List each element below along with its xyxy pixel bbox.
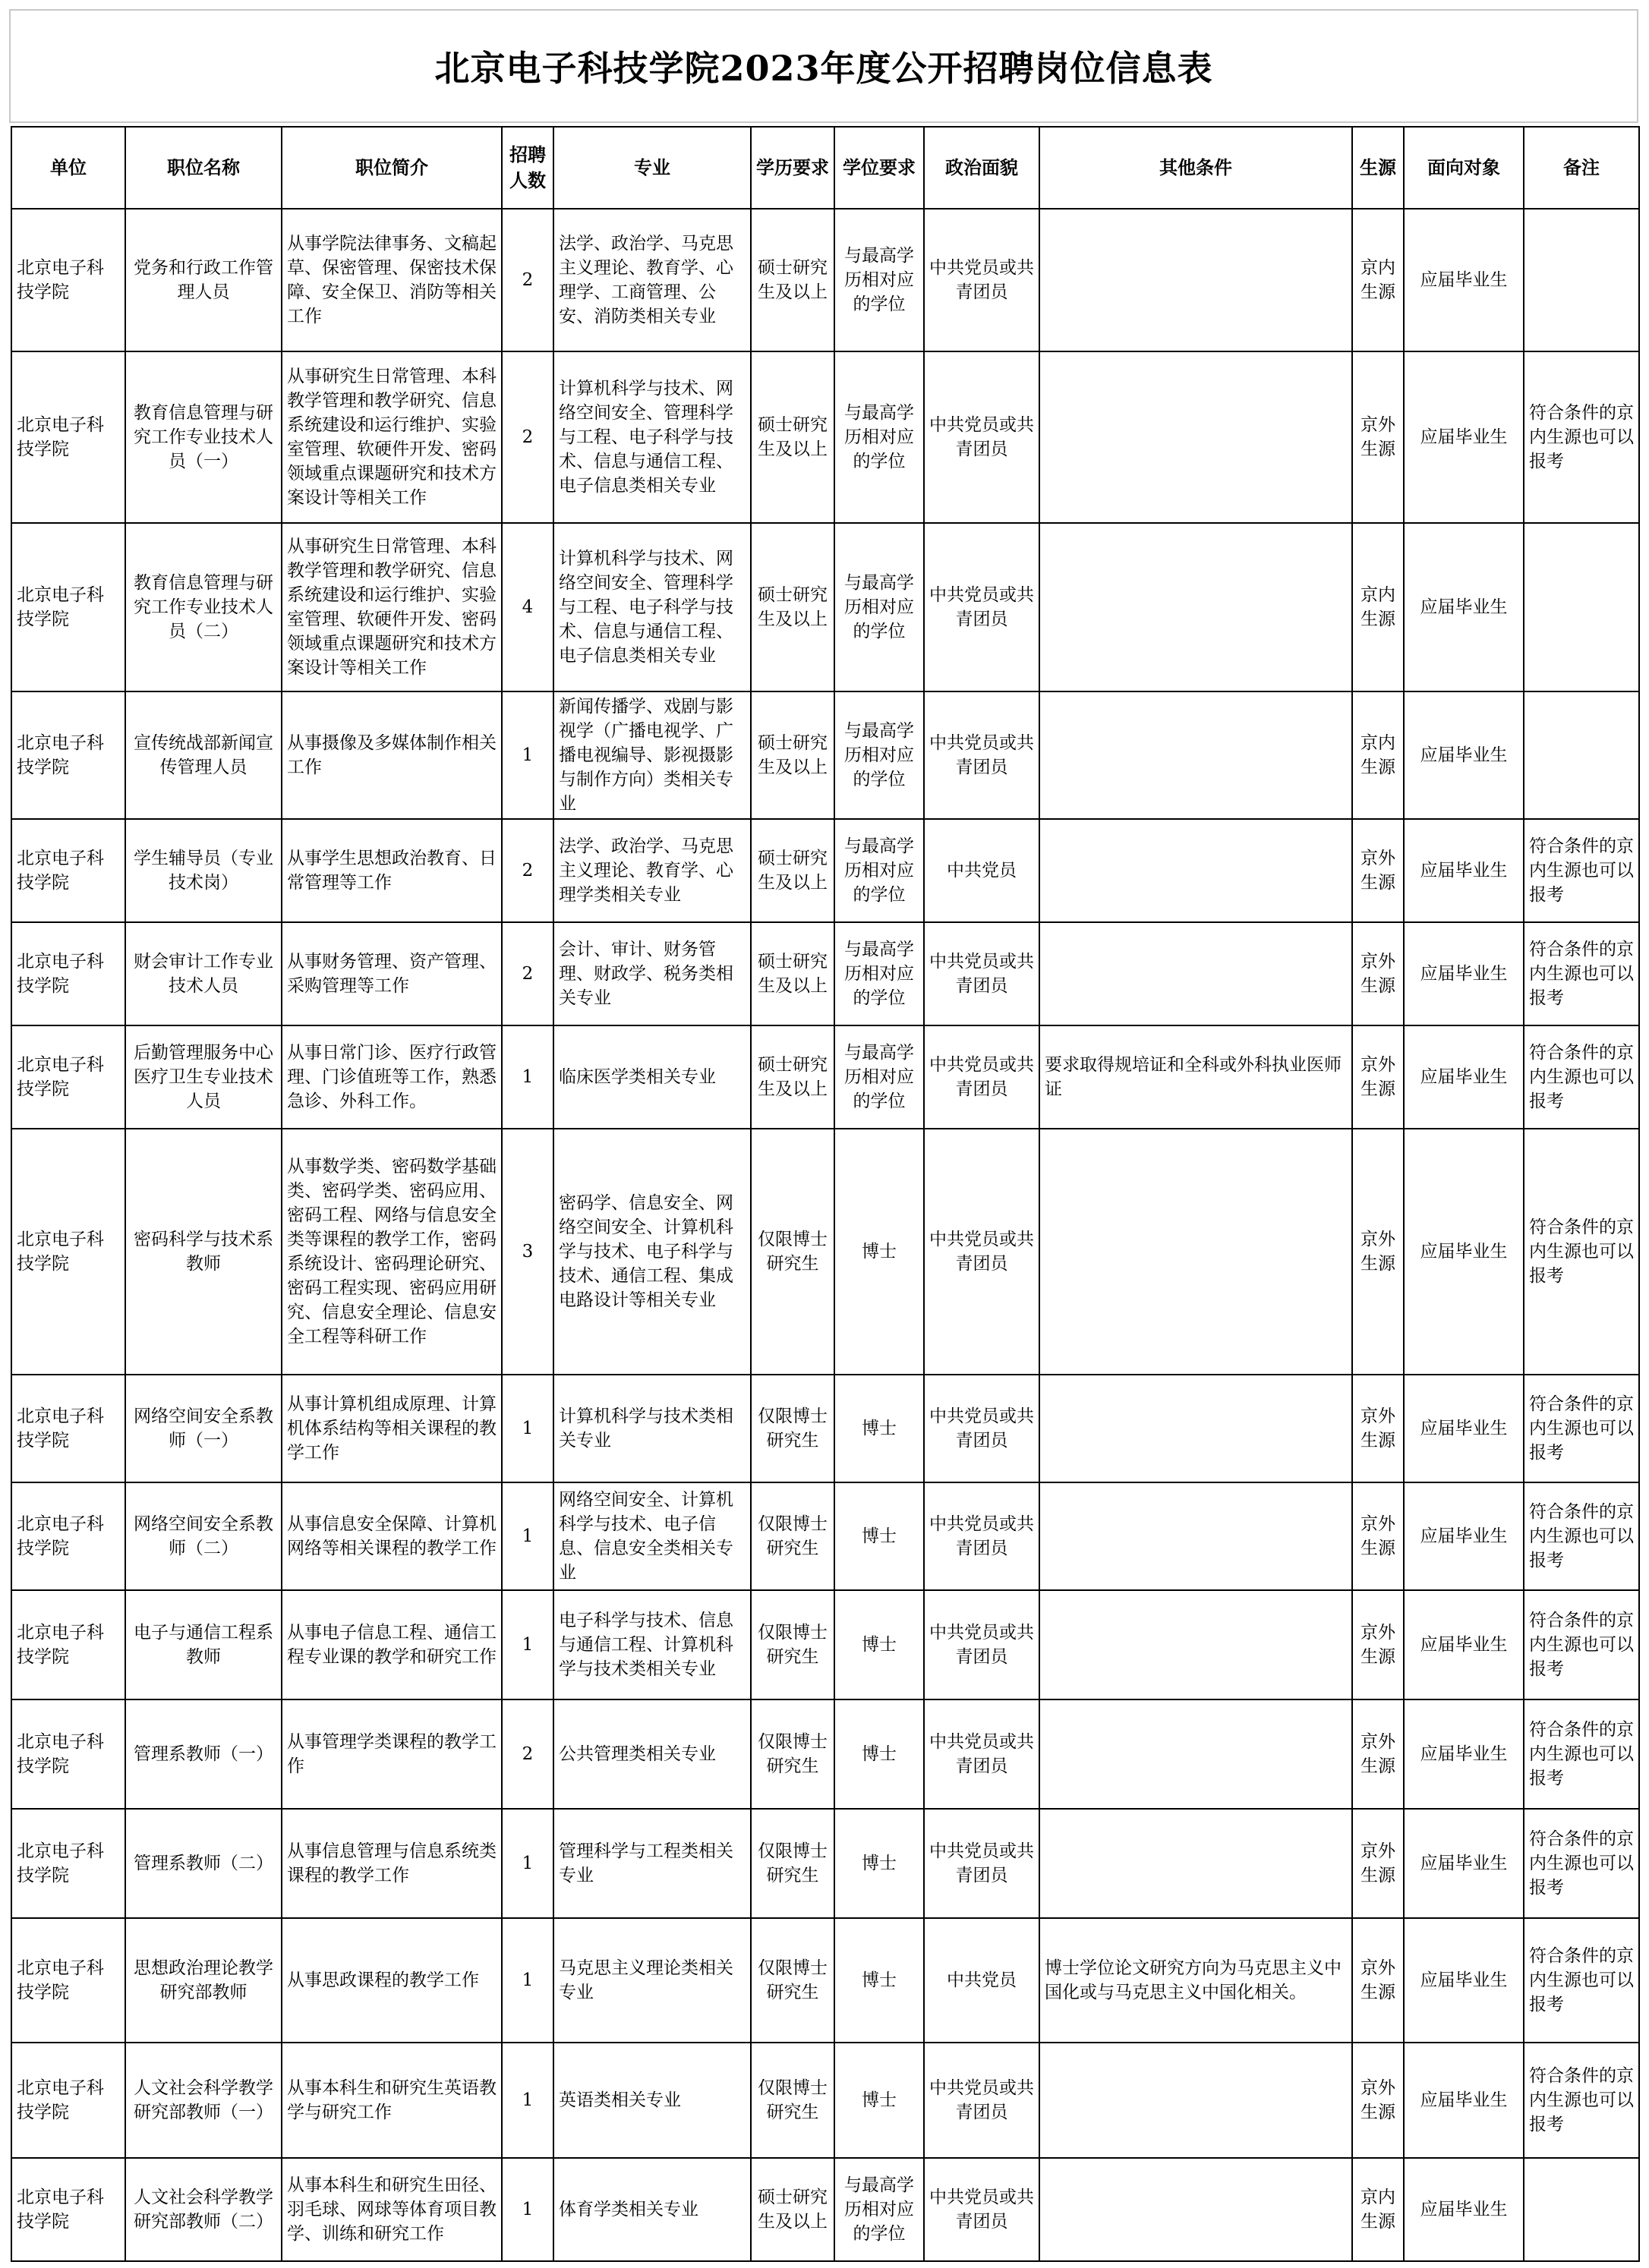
note-cell: 符合条件的京内生源也可以报考 [1524,1482,1639,1590]
table-row [11,1809,1639,1918]
major-cell: 会计、审计、财务管理、财政学、税务类相关专业 [553,922,751,1025]
position-cell: 思想政治理论教学研究部教师 [125,1918,282,2043]
table-row [11,1918,1639,2043]
degree-cell: 与最高学历相对应的学位 [834,691,924,819]
description-cell: 从事信息管理与信息系统类课程的教学工作 [282,1809,502,1918]
description-cell: 从事计算机组成原理、计算机体系结构等相关课程的教学工作 [282,1375,502,1482]
politics-cell: 中共党员或共青团员 [924,351,1039,523]
header-cell: 招聘人数 [502,127,553,209]
note-cell: 符合条件的京内生源也可以报考 [1524,1375,1639,1482]
major-cell: 英语类相关专业 [553,2043,751,2158]
position-cell: 电子与通信工程系教师 [125,1590,282,1699]
target-cell: 应届毕业生 [1404,922,1524,1025]
source-cell: 京内生源 [1352,209,1404,351]
major-cell: 密码学、信息安全、网络空间安全、计算机科学与技术、电子科学与技术、通信工程、集成电路设计等相关专业 [553,1129,751,1375]
header-cell: 政治面貌 [924,127,1039,209]
description-cell: 从事研究生日常管理、本科教学管理和教学研究、信息系统建设和运行维护、实验室管理、软硬件开发、密码领域重点课题研究和技术方案设计等相关工作 [282,523,502,691]
other-conditions-cell [1039,209,1352,351]
unit-cell: 北京电子科技学院 [11,523,125,691]
count-cell: 1 [502,1025,553,1129]
major-cell: 新闻传播学、戏剧与影视学（广播电视学、广播电视编导、影视摄影与制作方向）类相关专业 [553,691,751,819]
target-cell: 应届毕业生 [1404,2158,1524,2261]
source-cell: 京外生源 [1352,2043,1404,2158]
description-cell: 从事财务管理、资产管理、采购管理等工作 [282,922,502,1025]
source-cell: 京外生源 [1352,1129,1404,1375]
degree-cell: 博士 [834,1482,924,1590]
politics-cell: 中共党员或共青团员 [924,691,1039,819]
description-cell: 从事学生思想政治教育、日常管理等工作 [282,819,502,922]
description-cell: 从事数学类、密码数学基础类、密码学类、密码应用、密码工程、网络与信息安全类等课程的教学工作，密码系统设计、密码理论研究、密码工程实现、密码应用研究、信息安全理论、信息安全工程等科研工作 [282,1129,502,1375]
other-conditions-cell [1039,1809,1352,1918]
target-cell: 应届毕业生 [1404,819,1524,922]
other-conditions-cell [1039,1482,1352,1590]
unit-cell: 北京电子科技学院 [11,1025,125,1129]
other-conditions-cell [1039,1590,1352,1699]
unit-cell: 北京电子科技学院 [11,1809,125,1918]
education-cell: 仅限博士研究生 [751,1482,834,1590]
position-cell: 网络空间安全系教师（二） [125,1482,282,1590]
note-cell: 符合条件的京内生源也可以报考 [1524,1590,1639,1699]
politics-cell: 中共党员或共青团员 [924,1590,1039,1699]
note-cell [1524,691,1639,819]
politics-cell: 中共党员或共青团员 [924,1375,1039,1482]
header-cell: 学历要求 [751,127,834,209]
description-cell: 从事日常门诊、医疗行政管理、门诊值班等工作，熟悉急诊、外科工作。 [282,1025,502,1129]
education-cell: 硕士研究生及以上 [751,209,834,351]
target-cell: 应届毕业生 [1404,1375,1524,1482]
education-cell: 硕士研究生及以上 [751,351,834,523]
position-cell: 宣传统战部新闻宣传管理人员 [125,691,282,819]
degree-cell: 与最高学历相对应的学位 [834,922,924,1025]
target-cell: 应届毕业生 [1404,691,1524,819]
table-row [11,1482,1639,1590]
education-cell: 硕士研究生及以上 [751,819,834,922]
note-cell: 符合条件的京内生源也可以报考 [1524,1699,1639,1809]
other-conditions-cell [1039,922,1352,1025]
unit-cell: 北京电子科技学院 [11,922,125,1025]
position-cell: 密码科学与技术系教师 [125,1129,282,1375]
other-conditions-cell: 博士学位论文研究方向为马克思主义中国化或与马克思主义中国化相关。 [1039,1918,1352,2043]
note-cell: 符合条件的京内生源也可以报考 [1524,819,1639,922]
major-cell: 公共管理类相关专业 [553,1699,751,1809]
education-cell: 硕士研究生及以上 [751,523,834,691]
position-cell: 党务和行政工作管理人员 [125,209,282,351]
other-conditions-cell [1039,2158,1352,2261]
position-cell: 教育信息管理与研究工作专业技术人员（一） [125,351,282,523]
header-cell: 单位 [11,127,125,209]
major-cell: 法学、政治学、马克思主义理论、教育学、心理学类相关专业 [553,819,751,922]
other-conditions-cell [1039,691,1352,819]
count-cell: 2 [502,209,553,351]
unit-cell: 北京电子科技学院 [11,1699,125,1809]
politics-cell: 中共党员或共青团员 [924,922,1039,1025]
recruitment-table [11,126,1640,2262]
table-row [11,1590,1639,1699]
table-row [11,1025,1639,1129]
education-cell: 仅限博士研究生 [751,2043,834,2158]
target-cell: 应届毕业生 [1404,1590,1524,1699]
description-cell: 从事研究生日常管理、本科教学管理和教学研究、信息系统建设和运行维护、实验室管理、软硬件开发、密码领域重点课题研究和技术方案设计等相关工作 [282,351,502,523]
other-conditions-cell [1039,819,1352,922]
unit-cell: 北京电子科技学院 [11,1482,125,1590]
politics-cell: 中共党员或共青团员 [924,1482,1039,1590]
source-cell: 京外生源 [1352,1809,1404,1918]
source-cell: 京外生源 [1352,1025,1404,1129]
table-row [11,351,1639,523]
count-cell: 1 [502,1482,553,1590]
other-conditions-cell [1039,2043,1352,2158]
count-cell: 1 [502,2158,553,2261]
count-cell: 1 [502,2043,553,2158]
degree-cell: 博士 [834,1590,924,1699]
note-cell [1524,523,1639,691]
note-cell: 符合条件的京内生源也可以报考 [1524,2043,1639,2158]
unit-cell: 北京电子科技学院 [11,351,125,523]
politics-cell: 中共党员或共青团员 [924,523,1039,691]
major-cell: 电子科学与技术、信息与通信工程、计算机科学与技术类相关专业 [553,1590,751,1699]
count-cell: 2 [502,819,553,922]
table-row [11,1375,1639,1482]
unit-cell: 北京电子科技学院 [11,691,125,819]
table-row [11,2043,1639,2158]
count-cell: 1 [502,1918,553,2043]
unit-cell: 北京电子科技学院 [11,2158,125,2261]
politics-cell: 中共党员或共青团员 [924,1129,1039,1375]
page-title: 北京电子科技学院2023年度公开招聘岗位信息表 [434,48,1213,89]
count-cell: 1 [502,1590,553,1699]
target-cell: 应届毕业生 [1404,351,1524,523]
description-cell: 从事管理学类课程的教学工作 [282,1699,502,1809]
count-cell: 2 [502,922,553,1025]
politics-cell: 中共党员 [924,819,1039,922]
source-cell: 京外生源 [1352,351,1404,523]
education-cell: 仅限博士研究生 [751,1918,834,2043]
count-cell: 2 [502,1699,553,1809]
table-body [11,209,1639,2261]
target-cell: 应届毕业生 [1404,1699,1524,1809]
degree-cell: 博士 [834,1699,924,1809]
position-cell: 人文社会科学教学研究部教师（一） [125,2043,282,2158]
position-cell: 学生辅导员（专业技术岗） [125,819,282,922]
major-cell: 计算机科学与技术、网络空间安全、管理科学与工程、电子科学与技术、信息与通信工程、电子信息类相关专业 [553,523,751,691]
position-cell: 后勤管理服务中心医疗卫生专业技术人员 [125,1025,282,1129]
major-cell: 临床医学类相关专业 [553,1025,751,1129]
description-cell: 从事电子信息工程、通信工程专业课的教学和研究工作 [282,1590,502,1699]
note-cell: 符合条件的京内生源也可以报考 [1524,1918,1639,2043]
other-conditions-cell [1039,523,1352,691]
other-conditions-cell [1039,1699,1352,1809]
position-cell: 人文社会科学教学研究部教师（二） [125,2158,282,2261]
source-cell: 京外生源 [1352,1590,1404,1699]
table-row [11,1699,1639,1809]
education-cell: 仅限博士研究生 [751,1809,834,1918]
education-cell: 硕士研究生及以上 [751,1025,834,1129]
count-cell: 1 [502,691,553,819]
source-cell: 京外生源 [1352,1918,1404,2043]
major-cell: 法学、政治学、马克思主义理论、教育学、心理学、工商管理、公安、消防类相关专业 [553,209,751,351]
unit-cell: 北京电子科技学院 [11,209,125,351]
politics-cell: 中共党员或共青团员 [924,1025,1039,1129]
degree-cell: 博士 [834,1918,924,2043]
position-cell: 管理系教师（二） [125,1809,282,1918]
count-cell: 1 [502,1375,553,1482]
degree-cell: 博士 [834,1129,924,1375]
table-row [11,523,1639,691]
description-cell: 从事学院法律事务、文稿起草、保密管理、保密技术保障、安全保卫、消防等相关工作 [282,209,502,351]
note-cell: 符合条件的京内生源也可以报考 [1524,351,1639,523]
other-conditions-cell [1039,1375,1352,1482]
description-cell: 从事本科生和研究生田径、羽毛球、网球等体育项目教学、训练和研究工作 [282,2158,502,2261]
count-cell: 4 [502,523,553,691]
header-cell: 职位简介 [282,127,502,209]
other-conditions-cell [1039,351,1352,523]
header-cell: 生源 [1352,127,1404,209]
position-cell: 教育信息管理与研究工作专业技术人员（二） [125,523,282,691]
header-cell: 职位名称 [125,127,282,209]
source-cell: 京外生源 [1352,922,1404,1025]
unit-cell: 北京电子科技学院 [11,1129,125,1375]
politics-cell: 中共党员或共青团员 [924,1809,1039,1918]
source-cell: 京外生源 [1352,1375,1404,1482]
education-cell: 硕士研究生及以上 [751,922,834,1025]
other-conditions-cell [1039,1129,1352,1375]
target-cell: 应届毕业生 [1404,1025,1524,1129]
degree-cell: 与最高学历相对应的学位 [834,2158,924,2261]
note-cell [1524,2158,1639,2261]
education-cell: 仅限博士研究生 [751,1590,834,1699]
major-cell: 网络空间安全、计算机科学与技术、电子信息、信息安全类相关专业 [553,1482,751,1590]
position-cell: 财会审计工作专业技术人员 [125,922,282,1025]
position-cell: 管理系教师（一） [125,1699,282,1809]
unit-cell: 北京电子科技学院 [11,1590,125,1699]
source-cell: 京外生源 [1352,1699,1404,1809]
source-cell: 京外生源 [1352,819,1404,922]
target-cell: 应届毕业生 [1404,523,1524,691]
degree-cell: 博士 [834,2043,924,2158]
politics-cell: 中共党员或共青团员 [924,209,1039,351]
unit-cell: 北京电子科技学院 [11,1375,125,1482]
target-cell: 应届毕业生 [1404,209,1524,351]
unit-cell: 北京电子科技学院 [11,1918,125,2043]
header-row [11,127,1639,209]
target-cell: 应届毕业生 [1404,2043,1524,2158]
source-cell: 京内生源 [1352,523,1404,691]
education-cell: 硕士研究生及以上 [751,2158,834,2261]
major-cell: 计算机科学与技术、网络空间安全、管理科学与工程、电子科学与技术、信息与通信工程、电子信息类相关专业 [553,351,751,523]
table-row [11,691,1639,819]
note-cell [1524,209,1639,351]
position-cell: 网络空间安全系教师（一） [125,1375,282,1482]
degree-cell: 与最高学历相对应的学位 [834,351,924,523]
source-cell: 京内生源 [1352,2158,1404,2261]
education-cell: 仅限博士研究生 [751,1129,834,1375]
description-cell: 从事摄像及多媒体制作相关工作 [282,691,502,819]
header-cell: 其他条件 [1039,127,1352,209]
header-cell: 面向对象 [1404,127,1524,209]
target-cell: 应届毕业生 [1404,1809,1524,1918]
degree-cell: 博士 [834,1375,924,1482]
target-cell: 应届毕业生 [1404,1918,1524,2043]
unit-cell: 北京电子科技学院 [11,819,125,922]
table-row [11,1129,1639,1375]
degree-cell: 与最高学历相对应的学位 [834,209,924,351]
education-cell: 仅限博士研究生 [751,1375,834,1482]
note-cell: 符合条件的京内生源也可以报考 [1524,922,1639,1025]
degree-cell: 博士 [834,1809,924,1918]
count-cell: 1 [502,1809,553,1918]
count-cell: 3 [502,1129,553,1375]
major-cell: 计算机科学与技术类相关专业 [553,1375,751,1482]
count-cell: 2 [502,351,553,523]
target-cell: 应届毕业生 [1404,1482,1524,1590]
politics-cell: 中共党员或共青团员 [924,1699,1039,1809]
education-cell: 硕士研究生及以上 [751,691,834,819]
degree-cell: 与最高学历相对应的学位 [834,1025,924,1129]
source-cell: 京内生源 [1352,691,1404,819]
degree-cell: 与最高学历相对应的学位 [834,819,924,922]
politics-cell: 中共党员或共青团员 [924,2043,1039,2158]
politics-cell: 中共党员或共青团员 [924,2158,1039,2261]
major-cell: 体育学类相关专业 [553,2158,751,2261]
note-cell: 符合条件的京内生源也可以报考 [1524,1025,1639,1129]
major-cell: 马克思主义理论类相关专业 [553,1918,751,2043]
table-row [11,819,1639,922]
source-cell: 京外生源 [1352,1482,1404,1590]
header-cell: 学位要求 [834,127,924,209]
table-row [11,209,1639,351]
target-cell: 应届毕业生 [1404,1129,1524,1375]
note-cell: 符合条件的京内生源也可以报考 [1524,1129,1639,1375]
major-cell: 管理科学与工程类相关专业 [553,1809,751,1918]
header-cell: 专业 [553,127,751,209]
degree-cell: 与最高学历相对应的学位 [834,523,924,691]
unit-cell: 北京电子科技学院 [11,2043,125,2158]
description-cell: 从事信息安全保障、计算机网络等相关课程的教学工作 [282,1482,502,1590]
education-cell: 仅限博士研究生 [751,1699,834,1809]
table-row [11,922,1639,1025]
title-box [9,9,1638,123]
note-cell: 符合条件的京内生源也可以报考 [1524,1809,1639,1918]
other-conditions-cell: 要求取得规培证和全科或外科执业医师证 [1039,1025,1352,1129]
table-row [11,2158,1639,2261]
description-cell: 从事思政课程的教学工作 [282,1918,502,2043]
politics-cell: 中共党员 [924,1918,1039,2043]
description-cell: 从事本科生和研究生英语教学与研究工作 [282,2043,502,2158]
header-cell: 备注 [1524,127,1639,209]
